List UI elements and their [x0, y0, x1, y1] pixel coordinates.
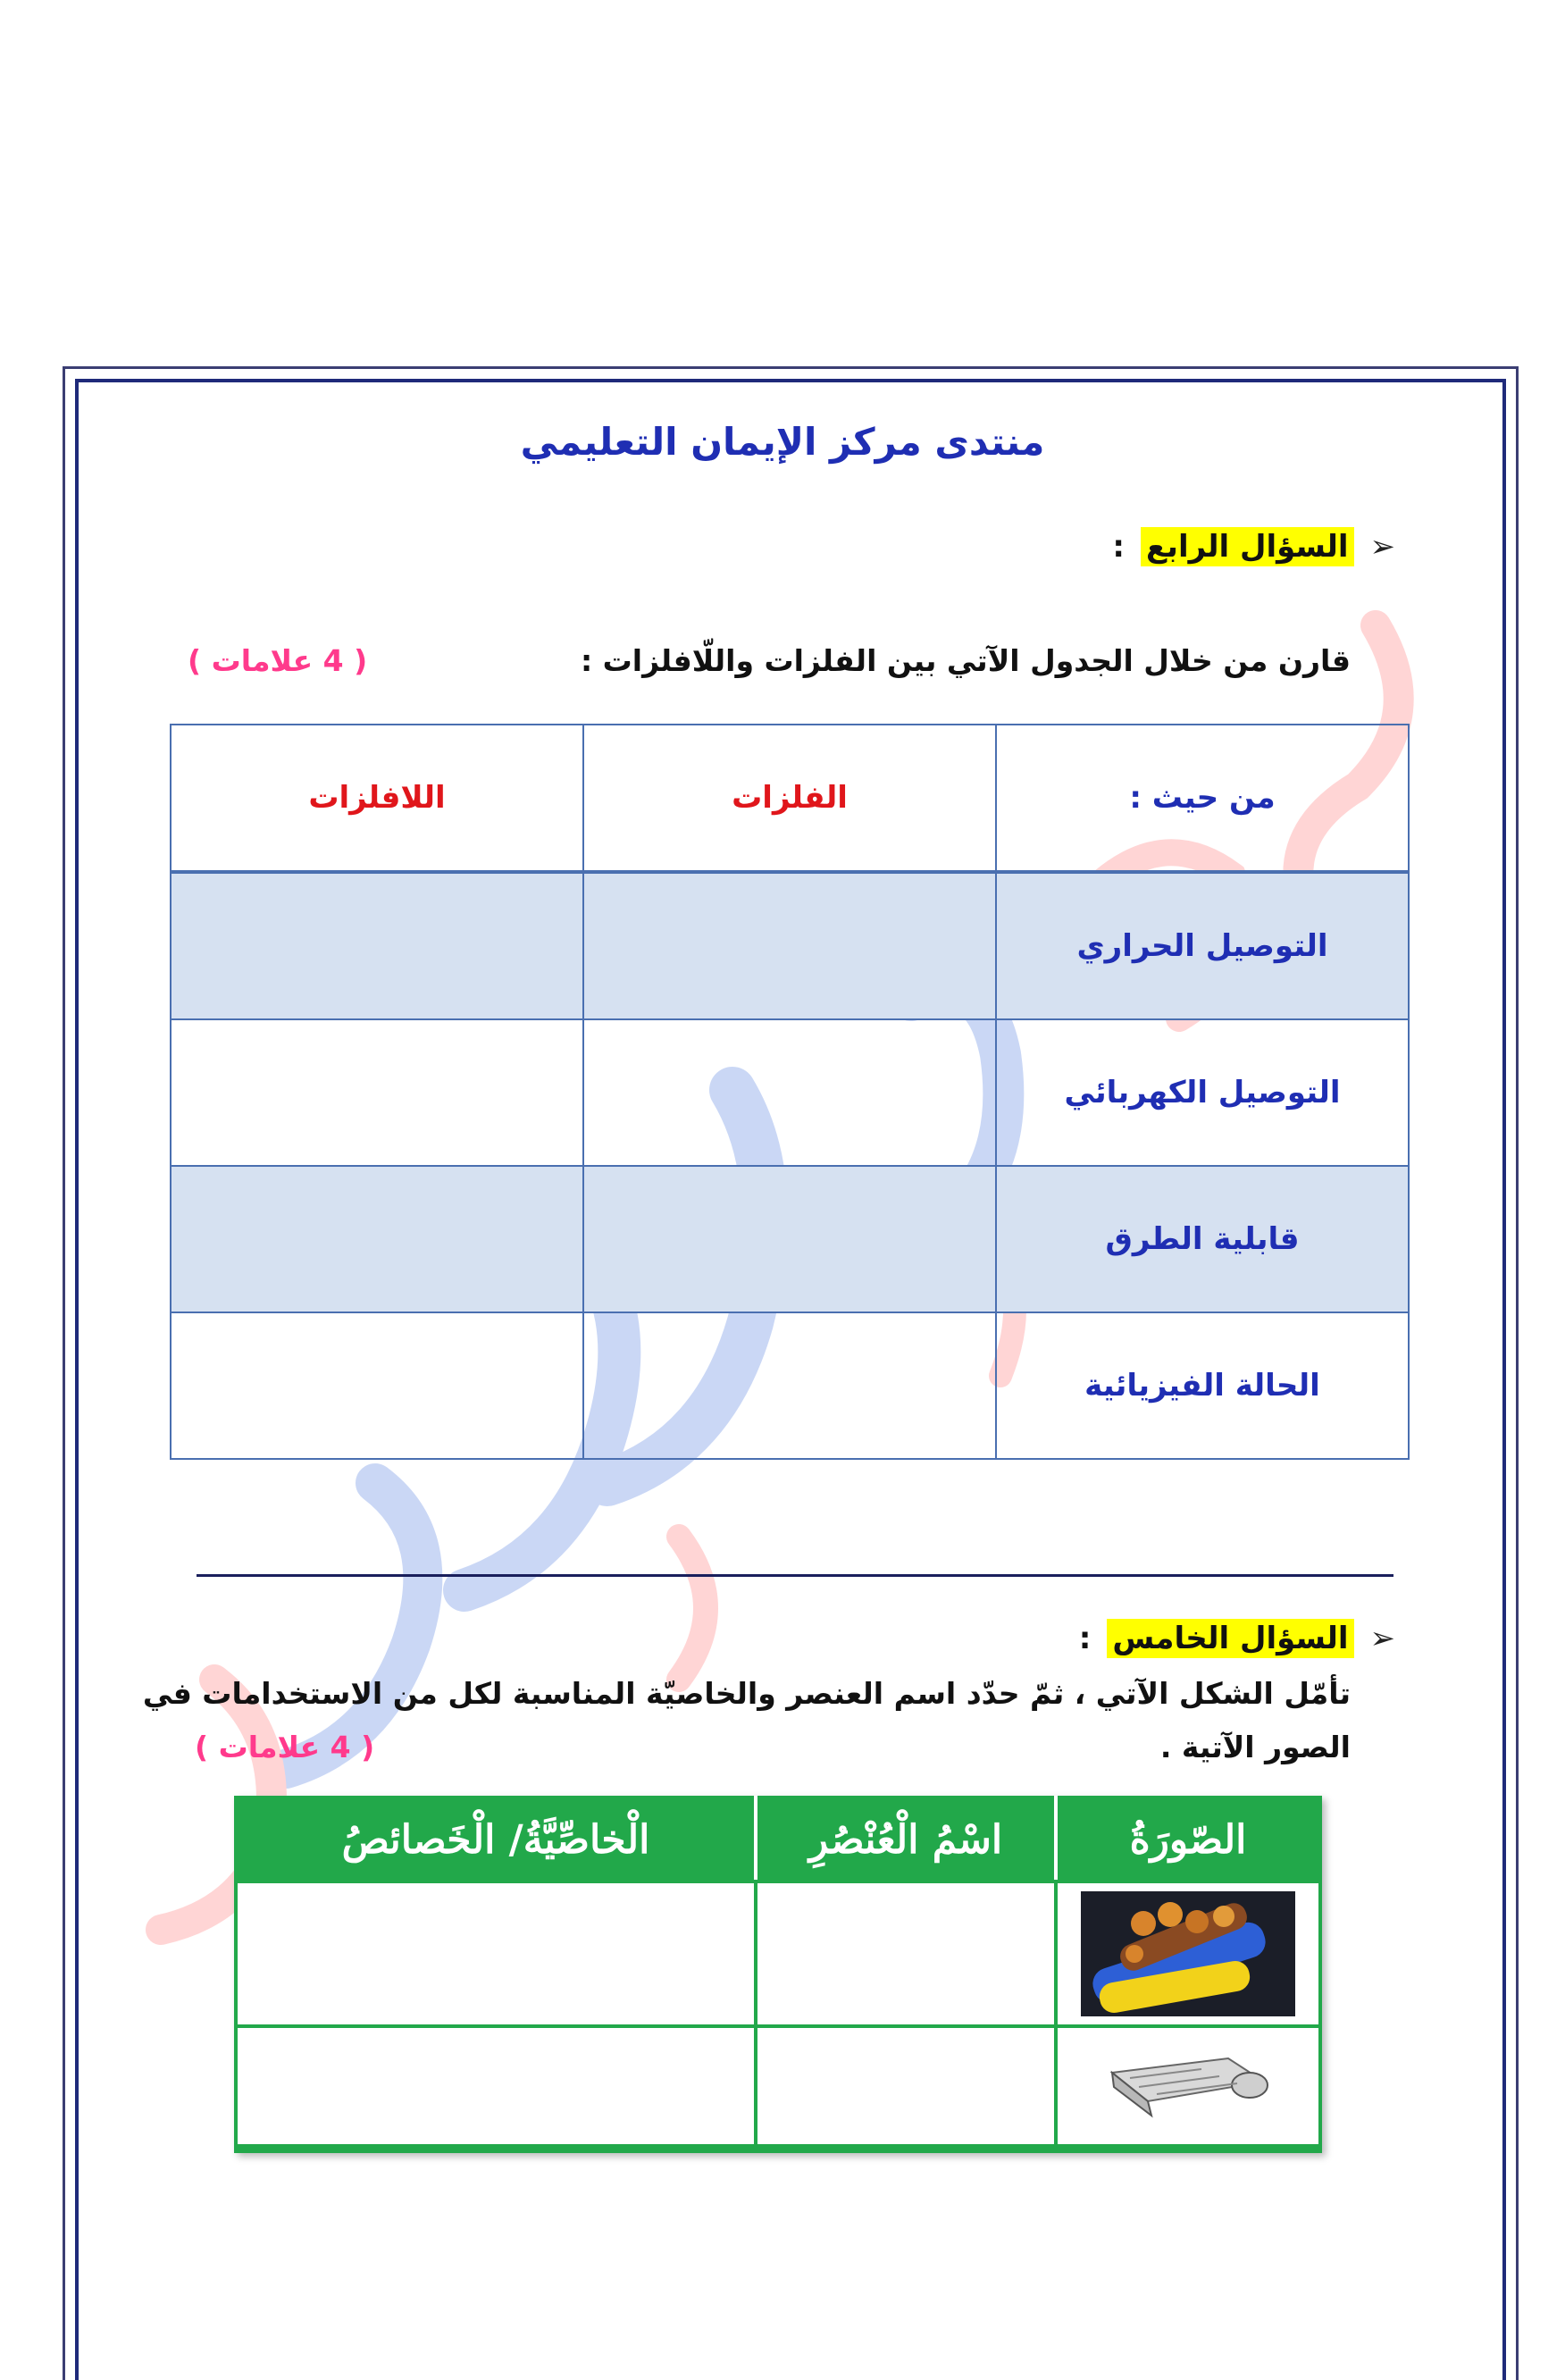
cell-element-name-2[interactable] — [756, 2026, 1056, 2146]
cell-nonmetals-thermal[interactable] — [171, 872, 583, 1019]
header-metals: الفلزات — [583, 725, 996, 872]
metals-comparison-table — [170, 724, 1410, 1460]
arrow-bullet-icon: ➢ — [1369, 1621, 1395, 1656]
cell-metals-malleability[interactable] — [583, 1166, 996, 1312]
elements-uses-table — [234, 1796, 1322, 2148]
question-4-label: السؤال الرابع — [1141, 527, 1354, 566]
section-divider — [197, 1574, 1393, 1577]
question-5-instruction-line1: تأمّل الشكل الآتي ، ثمّ حدّد اسم العنصر والخاصيّة المناسبة لكل من الاستخدامات في — [142, 1676, 1351, 1711]
question-5-heading — [1079, 1619, 1395, 1658]
question-4-marks: ( 4 علامات ) — [188, 643, 368, 678]
cell-metals-physical-state[interactable] — [583, 1312, 996, 1459]
question-5-instruction-line2: الصور الآتية . — [1159, 1730, 1351, 1764]
cell-property-2[interactable] — [236, 2026, 756, 2146]
page-title: منتدى مركز الإيمان التعليمي — [520, 420, 1045, 464]
table-row — [236, 2026, 1320, 2146]
table-header-row — [171, 725, 1409, 872]
table-row — [171, 1312, 1409, 1459]
cell-element-name-1[interactable] — [756, 1881, 1056, 2026]
row-label-electrical: التوصيل الكهربائي — [996, 1019, 1409, 1166]
table-header-row — [236, 1798, 1320, 1881]
row-label-malleability: قابلية الطرق — [996, 1166, 1409, 1312]
header-image: الصّورَةُ — [1056, 1798, 1320, 1881]
row-label-physical-state: الحالة الفيزيائية — [996, 1312, 1409, 1459]
table-row — [171, 1166, 1409, 1312]
question-4-colon: : — [1112, 529, 1125, 565]
cell-property-1[interactable] — [236, 1881, 756, 2026]
header-property: الْخاصِّيَّةُ/ الْخَصائصُ — [236, 1798, 756, 1881]
table-row — [171, 872, 1409, 1019]
cell-metals-thermal[interactable] — [583, 872, 996, 1019]
arrow-bullet-icon: ➢ — [1369, 529, 1395, 565]
cell-nonmetals-malleability[interactable] — [171, 1166, 583, 1312]
cell-metals-electrical[interactable] — [583, 1019, 996, 1166]
header-criteria: من حيث : — [996, 725, 1409, 872]
row-label-thermal: التوصيل الحراري — [996, 872, 1409, 1019]
question-4-heading — [1112, 527, 1395, 566]
question-5-label: السؤال الخامس — [1107, 1619, 1353, 1658]
aluminum-foil-icon — [1094, 2046, 1282, 2126]
question-5-colon: : — [1078, 1621, 1092, 1656]
header-nonmetals: اللافلزات — [171, 725, 583, 872]
table-row — [171, 1019, 1409, 1166]
aluminum-foil-cell — [1056, 2026, 1320, 2146]
question-4-instruction: قارن من خلال الجدول الآتي بين الفلزات واللّافلزات : — [580, 643, 1351, 678]
copper-wires-cell — [1056, 1881, 1320, 2026]
copper-wires-icon — [1081, 1891, 1295, 2016]
cell-nonmetals-physical-state[interactable] — [171, 1312, 583, 1459]
question-5-marks: ( 4 علامات ) — [195, 1730, 375, 1764]
header-element-name: اسْمُ الْعُنْصُرِ — [756, 1798, 1056, 1881]
table-row — [236, 1881, 1320, 2026]
cell-nonmetals-electrical[interactable] — [171, 1019, 583, 1166]
